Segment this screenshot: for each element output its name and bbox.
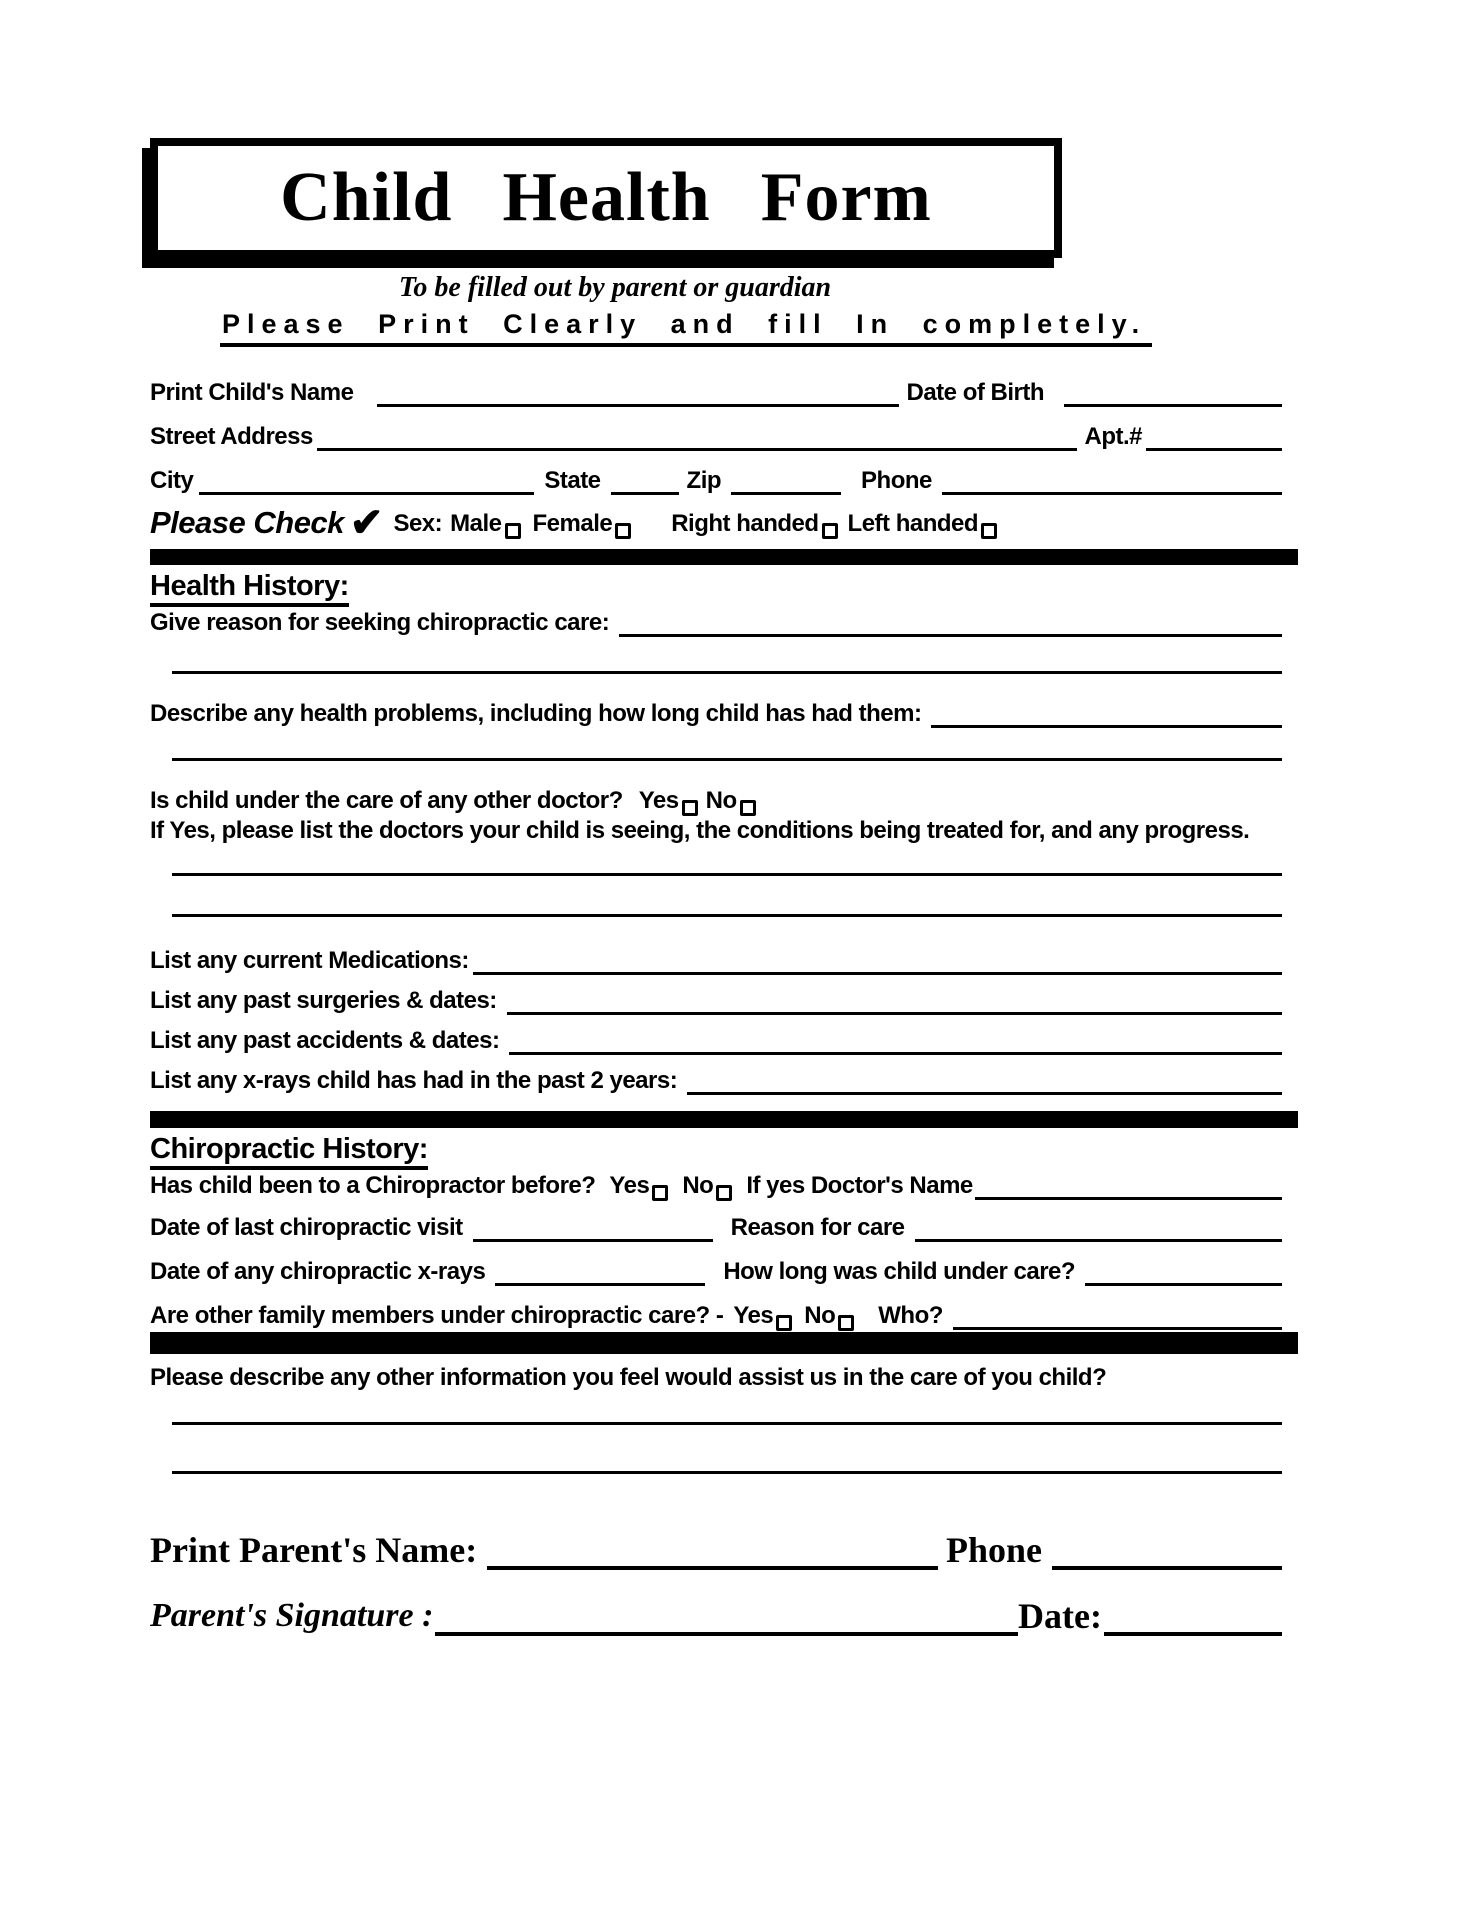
parent-signature-input-line[interactable] [435,1606,1018,1636]
apt-input-line[interactable] [1146,427,1282,451]
form-title: Child Health Form [280,159,932,236]
check-icon: ✔ [349,501,384,545]
reason-for-care-input-line[interactable] [915,1218,1282,1242]
chiro-doctor-name-input-line[interactable] [975,1176,1282,1200]
xrays-label: List any x-rays child has had in the past 2 years: [150,1067,678,1094]
medications-row [150,947,1298,975]
child-name-row [150,379,1298,407]
street-address-label: Street Address [150,423,313,450]
street-address-row [150,423,1298,451]
family-care-row [150,1302,1298,1330]
right-handed-label: Right handed [671,510,819,537]
chiro-before-label: Has child been to a Chiropractor before? [150,1172,596,1199]
reason-for-care-label: Reason for care [730,1214,905,1241]
health-problems-input-line[interactable] [931,704,1282,728]
care-reason-label: Give reason for seeking chiropractic care: [150,609,610,636]
if-yes-note: If Yes, please list the doctors your child is seeing, the conditions being treated for, and any progress. [150,817,1250,844]
form-content [150,138,1298,1636]
parent-name-label: Print Parent's Name: [150,1530,478,1570]
care-reason-row [150,609,1298,637]
accidents-row [150,1027,1298,1055]
doctors-list-input-line-2[interactable] [172,914,1282,917]
left-handed-label: Left handed [847,510,979,537]
under-care-label: How long was child under care? [723,1258,1076,1285]
child-name-input-line[interactable] [377,383,898,407]
surgeries-label: List any past surgeries & dates: [150,987,497,1014]
male-label: Male [450,510,502,537]
parent-phone-input-line[interactable] [1052,1540,1282,1570]
female-checkbox[interactable] [615,523,631,539]
sex-label: Sex: [393,510,443,537]
family-care-no-checkbox[interactable] [838,1315,854,1331]
health-problems-input-line-2[interactable] [172,758,1282,761]
male-checkbox[interactable] [505,523,521,539]
health-history-heading: Health History: [150,570,349,607]
other-info-input-line-2[interactable] [172,1471,1282,1474]
chiro-xray-date-input-line[interactable] [495,1262,705,1286]
parent-phone-label: Phone [945,1530,1042,1570]
state-input-line[interactable] [611,471,679,495]
please-check-row [150,501,1298,545]
chiro-xray-date-label: Date of any chiropractic x-rays [150,1258,486,1285]
xrays-row [150,1067,1298,1095]
dob-input-line[interactable] [1064,383,1282,407]
form-title-box [150,138,1062,258]
surgeries-input-line[interactable] [507,991,1282,1015]
subtitle-fill-instruction: To be filled out by parent or guardian [398,272,832,303]
other-doctor-no-checkbox[interactable] [740,800,756,816]
please-check-label: Please Check [150,505,344,540]
other-info-input-line-1[interactable] [172,1422,1282,1425]
chiro-before-row [150,1172,1298,1200]
date-input-line[interactable] [1104,1606,1282,1636]
who-label: Who? [878,1302,943,1329]
other-doctor-yes-checkbox[interactable] [682,800,698,816]
apt-label: Apt.# [1084,423,1142,450]
city-label: City [150,467,194,494]
other-doctor-yes-label: Yes [638,787,679,814]
accidents-input-line[interactable] [509,1031,1282,1055]
xrays-input-line[interactable] [687,1071,1282,1095]
child-name-label: Print Child's Name [150,379,354,406]
family-care-yes-label: Yes [733,1302,774,1329]
surgeries-row [150,987,1298,1015]
state-label: State [544,467,601,494]
who-input-line[interactable] [953,1306,1282,1330]
under-care-input-line[interactable] [1085,1262,1282,1286]
phone-input-line[interactable] [942,471,1282,495]
section-divider-bar-2 [150,1111,1298,1128]
parent-name-input-line[interactable] [487,1540,938,1570]
dob-label: Date of Birth [906,379,1044,406]
health-problems-label: Describe any health problems, including how long child has had them: [150,700,922,727]
health-problems-row [150,700,1298,728]
family-care-label: Are other family members under chiropractic care? - [150,1302,724,1329]
parent-name-row [150,1530,1298,1570]
care-reason-input-line-2[interactable] [172,671,1282,674]
last-visit-input-line[interactable] [473,1218,713,1242]
parent-signature-label: Parent's Signature : [150,1597,434,1634]
section-divider-bar-3 [150,1332,1298,1354]
doctors-list-input-line-1[interactable] [172,873,1282,876]
chiro-before-yes-checkbox[interactable] [652,1185,668,1201]
last-visit-label: Date of last chiropractic visit [150,1214,463,1241]
phone-label: Phone [861,467,932,494]
other-doctor-label: Is child under the care of any other doctor? [150,787,623,814]
medications-label: List any current Medications: [150,947,469,974]
section-divider-bar-1 [150,549,1298,565]
chiro-before-no-checkbox[interactable] [716,1185,732,1201]
female-label: Female [532,510,613,537]
medications-input-line[interactable] [473,951,1282,975]
accidents-label: List any past accidents & dates: [150,1027,500,1054]
other-doctor-row [150,787,1298,815]
street-address-input-line[interactable] [317,427,1077,451]
other-info-label: Please describe any other information you feel would assist us in the care of you child? [150,1364,1107,1391]
subtitle-print-instruction: Please Print Clearly and fill In completely. [220,309,1152,347]
other-doctor-no-label: No [705,787,737,814]
chiro-before-no-label: No [682,1172,714,1199]
date-label: Date: [1018,1596,1102,1636]
chiro-before-yes-label: Yes [609,1172,650,1199]
last-visit-row [150,1214,1298,1242]
signature-row [150,1596,1298,1636]
chiropractic-history-heading: Chiropractic History: [150,1133,428,1170]
city-state-zip-phone-row [150,467,1298,495]
chiro-doctor-name-label: If yes Doctor's Name [746,1172,973,1199]
left-handed-checkbox[interactable] [981,523,997,539]
right-handed-checkbox[interactable] [822,523,838,539]
family-care-no-label: No [804,1302,836,1329]
zip-label: Zip [686,467,722,494]
care-reason-input-line[interactable] [619,613,1282,637]
family-care-yes-checkbox[interactable] [776,1315,792,1331]
city-input-line[interactable] [199,471,534,495]
chiro-xray-date-row [150,1258,1298,1286]
zip-input-line[interactable] [731,471,841,495]
